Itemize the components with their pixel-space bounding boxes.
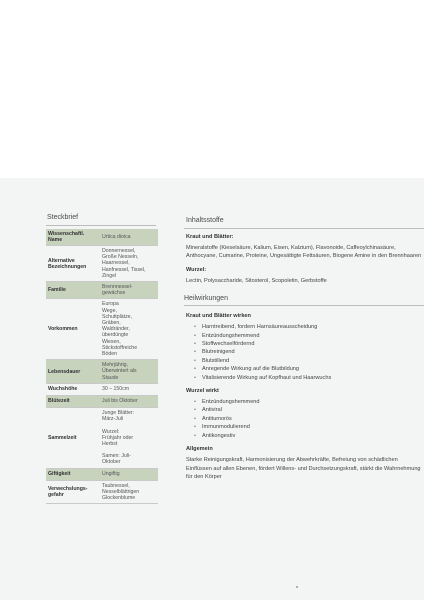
steckbrief-row bbox=[46, 481, 158, 505]
steckbrief-value-line: Samen: Juli- bbox=[102, 453, 131, 460]
bullet-item: • Immunmodulierend bbox=[194, 423, 424, 431]
steckbrief-value-line: Europa bbox=[102, 301, 119, 308]
steckbrief-row bbox=[46, 246, 158, 282]
inhalt-wurzel-title: Wurzel: bbox=[186, 266, 207, 273]
steckbrief-row bbox=[46, 229, 158, 246]
steckbrief-row bbox=[46, 469, 158, 481]
inhaltsstoffe-heading: Inhaltsstoffe bbox=[186, 217, 224, 224]
steckbrief-row-label: Alternative Bezeichnungen bbox=[46, 246, 100, 281]
steckbrief-row bbox=[46, 299, 158, 360]
steckbrief-row bbox=[46, 408, 158, 469]
heil-kraut-list bbox=[186, 323, 424, 382]
bullet-item: • Harntreibend, fordern Harnsäureausscheidung bbox=[194, 323, 424, 331]
steckbrief-value-line: Donnernessel, bbox=[102, 248, 136, 254]
steckbrief-row bbox=[46, 396, 158, 408]
heil-kraut-title: Kraut und Blätter wirken bbox=[186, 313, 251, 320]
steckbrief-value-line: Wege, bbox=[102, 307, 117, 314]
steckbrief-value-line: Gräben, bbox=[102, 320, 121, 327]
steckbrief-heading: Steckbrief bbox=[47, 214, 79, 221]
steckbrief-value-line: Waldränder, bbox=[102, 326, 130, 333]
steckbrief-row bbox=[46, 360, 158, 384]
steckbrief-row-label: Familie bbox=[46, 282, 100, 298]
steckbrief-value-line: Schuttplätze, bbox=[102, 313, 132, 320]
steckbrief-value-line: Herbst bbox=[102, 440, 118, 447]
bullet-item: • Entzündungshemmend bbox=[194, 398, 424, 406]
steckbrief-row-value bbox=[100, 246, 158, 281]
bullet-item: • Antikongestiv bbox=[194, 432, 424, 440]
bullet-item: • Antitumorös bbox=[194, 415, 424, 423]
steckbrief-row-label: Wuchshöhe bbox=[46, 384, 100, 395]
steckbrief-value-line: Frühjahr oder bbox=[102, 434, 134, 441]
steckbrief-value-line: gewächse bbox=[102, 290, 126, 297]
heilwirkungen-heading: Heilwirkungen bbox=[184, 295, 228, 303]
steckbrief-divider bbox=[46, 225, 156, 226]
steckbrief-value-line: Oktober bbox=[102, 459, 121, 466]
steckbrief-value-line: Große Nesseln, bbox=[102, 254, 139, 261]
steckbrief-row-value bbox=[100, 396, 158, 407]
bullet-item: • Entzündungshemmend bbox=[194, 332, 424, 340]
steckbrief-row-value bbox=[100, 282, 158, 298]
steckbrief-value-line: März-Juli bbox=[102, 416, 124, 423]
steckbrief-value-line: 30 – 150cm bbox=[102, 386, 130, 393]
steckbrief-value-line: Überwintert als bbox=[102, 368, 137, 375]
steckbrief-table bbox=[46, 229, 158, 504]
right-column bbox=[186, 234, 424, 487]
steckbrief-value-line: Mehrjährig, bbox=[102, 362, 128, 369]
steckbrief-row-value bbox=[100, 229, 158, 245]
steckbrief-row-label: Lebensdauer bbox=[46, 360, 100, 383]
bullet-item: • Blutreinigend bbox=[194, 348, 424, 356]
steckbrief-value-line: Glockenblume bbox=[102, 495, 136, 502]
bullet-item: • Vitalisierende Wirkung auf Kopfhaut und Haarwuchs bbox=[194, 374, 424, 382]
steckbrief-row bbox=[46, 384, 158, 396]
steckbrief-row-label: Giftigkeit bbox=[46, 469, 100, 480]
heilwirkungen-divider bbox=[184, 305, 424, 306]
steckbrief-row-label: Sammelzeit bbox=[46, 408, 100, 468]
steckbrief-value-line: Juli bis Oktober bbox=[102, 398, 138, 405]
steckbrief-row-value bbox=[100, 360, 158, 383]
steckbrief-row-value bbox=[100, 481, 158, 504]
steckbrief-value-line: Haarnessel, bbox=[102, 260, 130, 267]
steckbrief-value-line: Hanfnessel, Tissel, bbox=[102, 266, 146, 273]
steckbrief-value-line: überdüngte bbox=[102, 332, 129, 339]
steckbrief-row-value bbox=[100, 299, 158, 359]
steckbrief-row-label: Vorkommen bbox=[46, 299, 100, 359]
inhaltsstoffe-divider bbox=[184, 228, 424, 229]
steckbrief-row-label: Verwechslungs-gefahr bbox=[46, 481, 100, 504]
scan-speck bbox=[296, 586, 298, 588]
steckbrief-value-line: Taubnessel, bbox=[102, 482, 130, 489]
bullet-item: • Stoffwechselfördernd bbox=[194, 340, 424, 348]
bullet-item: • Antiviral bbox=[194, 406, 424, 414]
inhalt-kraut-text: Mineralstoffe (Kieselsäure, Kalium, Eisen, Kalzium), Flavonoide, Caffeoylchinasäure, Anthocyane, Cumarine, Proteine, Ungesättigte Fettsäuren, Biogene Amine in den Brennhaaren bbox=[186, 245, 422, 260]
steckbrief-value-line: Zingel bbox=[102, 272, 117, 279]
steckbrief-value-line: Stickstoffreiche bbox=[102, 344, 138, 351]
heil-wurzel-list bbox=[186, 398, 424, 440]
heil-wurzel-title: Wurzel wirkt bbox=[186, 388, 219, 395]
steckbrief-row bbox=[46, 282, 158, 299]
steckbrief-row-value bbox=[100, 408, 158, 468]
steckbrief-row-value bbox=[100, 384, 158, 395]
steckbrief-value-line: Nesselblättrigen bbox=[102, 489, 140, 496]
steckbrief-value-line: Böden bbox=[102, 351, 118, 358]
steckbrief-row-label: Blütezeit bbox=[46, 396, 100, 407]
steckbrief-value-line: Urtica dioica bbox=[102, 233, 131, 240]
steckbrief-value-line: Brennnessel- bbox=[102, 284, 133, 291]
steckbrief-value-line: Ungiftig bbox=[102, 471, 120, 478]
inhalt-wurzel-text: Lectin, Polysaccharide, Sitosterol, Scopoletin, Gerbstoffe bbox=[186, 277, 327, 284]
steckbrief-row-value bbox=[100, 469, 158, 480]
bullet-item: • Blutstillend bbox=[194, 357, 424, 365]
bullet-item: • Anregende Wirkung auf die Blutbildung bbox=[194, 365, 424, 373]
steckbrief-value-line: Wurzel: bbox=[102, 428, 120, 435]
allgemein-text: Starke Reinigungskraft, Harmonisierung der Abwehrkräfte, Befreiung von schädlichen Einflüssen auf allen Ebenen, fördert Willens- und Durchsetzungskraft, stärkt die Wahrnehmung für den Körper bbox=[186, 457, 421, 480]
steckbrief-value-line: Junge Blätter: bbox=[102, 410, 135, 417]
inhalt-kraut-title: Kraut und Blätter: bbox=[186, 234, 234, 240]
steckbrief-value-line: Wiesen, bbox=[102, 338, 121, 345]
steckbrief-value-line: Staude bbox=[102, 374, 119, 381]
steckbrief-row-label: Wissenschaftl. Name bbox=[46, 229, 100, 245]
allgemein-title: Allgemein bbox=[186, 446, 213, 453]
